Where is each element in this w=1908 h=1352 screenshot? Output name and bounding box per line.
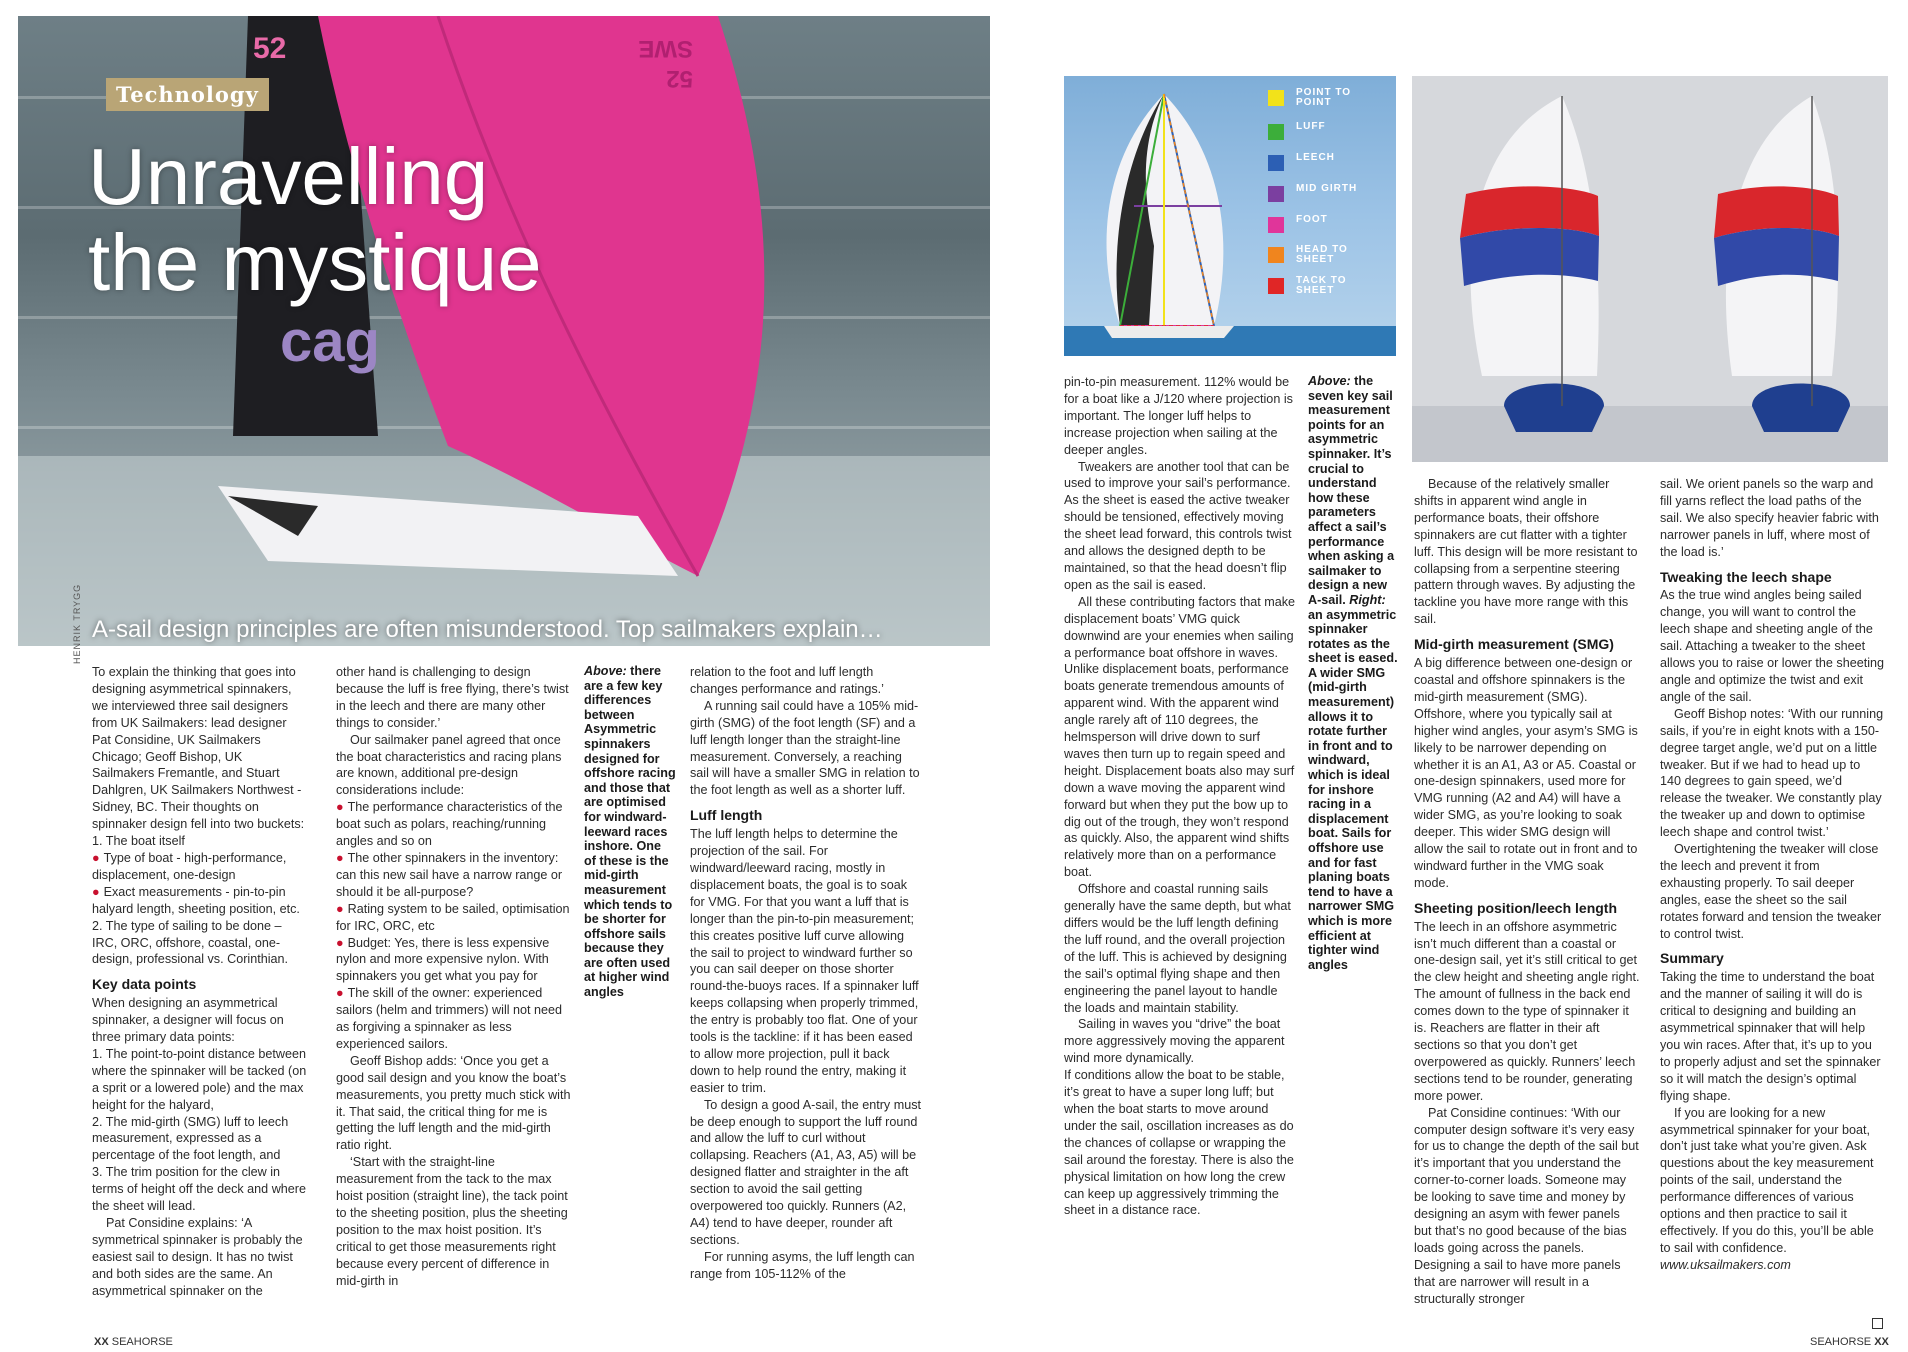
subheading: Sheeting position/leech length xyxy=(1414,899,1618,916)
legend-label: LEECH xyxy=(1296,152,1335,163)
subheading: Key data points xyxy=(92,976,197,993)
photo-caption xyxy=(1308,374,1400,972)
hull-wide xyxy=(1504,384,1604,433)
hero-photo xyxy=(18,16,990,646)
legend-item xyxy=(1268,153,1396,179)
body-paragraph: If conditions allow the boat to be stable, it’s great to have a super long luff; but when the boat starts to move around under the sail, oscillation increases as do the chances of collapse or wrapping the sail around the forestay. There is also the physical limitation on how long the crew can keep up aggressively trimming the sheet in a distance race. xyxy=(1064,1068,1294,1218)
sail-number-mark: 52 xyxy=(253,32,287,65)
body-paragraph: Geoff Bishop adds: ‘Once you get a good sail design and you know the boat’s measurements, you pretty much stick with it. That said, the critical thing for me is getting the luff length and the mid-girth ratio right. xyxy=(336,1053,571,1153)
body-paragraph: If you are looking for a new asymmetrical spinnaker for your boat, don’t just take what you’re given. Ask questions about the key measurement points of the sail, understand the performance differences of various options and then practice to sail it effectively. If you do this, you’ll be able to sail with confidence. xyxy=(1660,1105,1874,1255)
text-column-2 xyxy=(336,664,572,1290)
list-item: 1. The boat itself xyxy=(92,834,185,849)
caption-lead: Above: xyxy=(584,664,627,678)
list-item: 3. The trim position for the clew in terms of height off the deck and where the sheet will lead. xyxy=(92,1165,306,1214)
text-column-1 xyxy=(92,664,308,1300)
bullet-item: ● The skill of the owner: experienced sailors (helm and trimmers) will not need as forgiving a spinnaker as less experienced sailors. xyxy=(336,985,572,1053)
caption-text: there are a few key differences between Asymmetric spinnakers designed for offshore racing and those that are optimised for windward-leeward races inshore. One of these is the mid-girth measurement which tends to be shorter for offshore sails because they are often used at higher wind angles xyxy=(584,664,676,1000)
end-mark-icon xyxy=(1872,1318,1883,1329)
body-paragraph: Pat Considine continues: ‘With our computer design software it’s very easy for us to change the depth of the sail but it’s important that you understand the corner-to-corner loads. Someone may be looking to save time and money by designing an asym with fewer panels but that’s no good because of the bias loads going across the panels. Designing a sail to have more panels that are narrower will result in a structurally stronger xyxy=(1414,1105,1639,1306)
body-paragraph: As the true wind angles being sailed change, you will want to control the leech shape and sheeting angle of the sail. Attaching a tweaker to the sheet allows you to raise or lower the sheeting angle and optimize the twist and exit angle of the sail. xyxy=(1660,588,1885,704)
legend-label: TACK TO SHEET xyxy=(1296,275,1347,296)
legend-swatch xyxy=(1268,186,1284,202)
body-paragraph: Offshore and coastal running sails generally have the same depth, but what differs would be the luff length defining the luff round, and the overall projection of the luff. This is achieved by designing the sail’s optimal flying shape and then engineering the panel layout to handle the loads and maintain stability. xyxy=(1064,882,1291,1015)
legend-item xyxy=(1268,88,1396,114)
body-paragraph: Tweakers are another tool that can be used to improve your sail’s performance. As the sheet is eased the active tweaker should be tensioned, effectively moving the sheet lead forward, this controls twist and allows the designed depth to be maintained, so that the head doesn’t flip open as the sail is eased. xyxy=(1064,459,1292,592)
bullet-item: ● Type of boat - high-performance, displacement, one-design xyxy=(92,850,308,884)
boat-hull xyxy=(1104,326,1234,338)
list-item: 2. The type of sailing to be done – IRC, ORC, offshore, coastal, one-design, professional vs. Corinthian. xyxy=(92,918,289,967)
page-folio-left xyxy=(94,1336,173,1348)
body-paragraph: Because of the relatively smaller shifts in apparent wind angle in performance boats, their offshore spinnakers are cut flatter with a tighter luff. This design will be more resistant to collapsing from a serpentine steering pattern through waves. By adjusting the tackline you have more range with this sail. xyxy=(1414,477,1638,627)
legend-swatch xyxy=(1268,217,1284,233)
caption-lead: Right: xyxy=(1349,592,1386,607)
text-column-5 xyxy=(1414,476,1640,1308)
caption-lead: Above: xyxy=(1308,374,1351,388)
legend-label: POINT TO POINT xyxy=(1296,87,1352,108)
body-paragraph: To explain the thinking that goes into designing asymmetrical spinnakers, we interviewed three sail designers from UK Sailmakers: lead designer Pat Considine, UK Sailmakers Chicago; Geoff Bishop, UK Sailmakers Fremantle, and Stuart Dahlgren, UK Sailmakers Northwest - Sidney, BC. Their thoughts on spinnaker design fell into two buckets: xyxy=(92,665,305,832)
subheading: Summary xyxy=(1660,950,1724,967)
body-paragraph: Taking the time to understand the boat and the manner of sailing it will do is critical to designing and building an asymmetrical spinnaker that will help you win races. After that, it’s up to you to properly adjust and set the spinnaker so it will match the design’s optimal flying shape. xyxy=(1660,970,1881,1103)
list-item: 1. The point-to-point distance between where the spinnaker will be tacked (on a sprit or a lowered pole) and the max height for the halyard, xyxy=(92,1046,307,1112)
legend-item xyxy=(1268,184,1396,210)
sail-number-mark: 52 xyxy=(666,65,693,92)
body-paragraph: Overtightening the tweaker will close the leech and prevent it from exhausting properly. To sail deeper angles, ease the sheet so the sail rotates forward and tension the tweaker to control twist. xyxy=(1660,842,1882,941)
body-paragraph: A big difference between one-design or coastal and offshore spinnakers is the mid-girth measurement (SMG). Offshore, where you typically sail at higher wind angles, your asym’s SMG is likely to be narrower depending on whether it is an A1, A3 or A5. Coastal or one-design spinnakers, used more for VMG running (A2 and A4) will have a wider SMG, as you’re looking to soak deeper. This wider SMG design will allow the sail to rotate out in front and to windward further in the VMG soak mode. xyxy=(1414,656,1638,890)
page-number: XX xyxy=(94,1336,109,1348)
body-paragraph: sail. We orient panels so the warp and fill yarns reflect the load paths of the sail. We also specify heavier fabric with narrower panels in luff, where most of the load is.’ xyxy=(1660,477,1879,559)
legend-swatch xyxy=(1268,247,1284,263)
sponsor-logo-mark: cag xyxy=(280,309,380,374)
body-paragraph: other hand is challenging to design because the luff is free flying, there’s twist in the leech and there are many other things to consider.’ xyxy=(336,665,569,730)
body-paragraph: pin-to-pin measurement. 112% would be for a boat like a J/120 where projection is important. The longer luff helps to increase projection when sailing at the deeper angles. xyxy=(1064,375,1293,457)
subheading: Tweaking the leech shape xyxy=(1660,568,1832,585)
legend-label: FOOT xyxy=(1296,214,1328,225)
text-column-4 xyxy=(1064,374,1296,1219)
legend-item xyxy=(1268,245,1396,271)
body-paragraph: Geoff Bishop notes: ‘With our running sails, if you’re in eight knots with a 150-degree target angle, we’d put on a little tweaker. But if we had to head up to 140 degrees to gain speed, we’d release the tweaker. We constantly play the tweaker up and down to optimise leech shape and control twist.’ xyxy=(1660,706,1884,840)
article-title: Unravelling the mystique xyxy=(88,132,542,307)
body-paragraph: Our sailmaker panel agreed that once the boat characteristics and racing plans are known, additional pre-design considerations include: xyxy=(336,732,562,798)
legend-label: MID GIRTH xyxy=(1296,183,1358,194)
body-paragraph: When designing an asymmetrical spinnaker, a designer will focus on three primary data points: xyxy=(92,996,284,1045)
body-paragraph: relation to the foot and luff length changes performance and ratings.’ xyxy=(690,665,884,696)
body-paragraph: Pat Considine explains: ‘A symmetrical spinnaker is probably the easiest sail to design. It has no twist and both sides are the same. An asymmetrical spinnaker on the xyxy=(92,1216,303,1298)
body-paragraph: Sailing in waves you “drive” the boat more aggressively moving the apparent wind more dynamically. xyxy=(1064,1017,1285,1066)
magazine-name: SEAHORSE xyxy=(1810,1336,1872,1348)
legend-swatch xyxy=(1268,124,1284,140)
text-column-3 xyxy=(690,664,922,1283)
legend-swatch xyxy=(1268,155,1284,171)
body-paragraph: To design a good A-sail, the entry must be deep enough to support the luff round and allow the luff to curl without collapsing. Reachers (A1, A3, A5) will be designed flatter and straighter in the aft section to avoid the sail getting overpowered too quickly. Runners (A2, A4) tend to have deeper, rounder aft sections. xyxy=(690,1097,922,1247)
body-paragraph: The leech in an offshore asymmetric isn’t much different than a coastal or one-design sail, yet it’s still critical to get the clew height and sheeting angle right. The amount of fullness in the back end comes down to the type of spinnaker it is. Reachers are flatter in their aft sections so that you don’t get overpowered as quickly. Runners’ leech sections tend to be rounder, generating more power. xyxy=(1414,919,1640,1103)
caption-text: an asymmetric spinnaker rotates as the sheet is eased. A wider SMG (mid-girth measurement) allows it to rotate further in front and to windward, which is ideal for inshore racing in a displacement boat. Sails for offshore use and for fast planing boats tend to have a narrower SMG which is more efficient at tighter wind angles xyxy=(1308,607,1398,972)
subheading: Luff length xyxy=(690,807,763,824)
legend-item xyxy=(1268,122,1396,148)
caption-text: the seven key sail measurement points for an asymmetric spinnaker. It’s crucial to understand how these parameters affect a sail’s performance when asking a sailmaker to design a new A-sail. xyxy=(1308,374,1395,607)
legend-swatch xyxy=(1268,278,1284,294)
sail-country-mark: SWE xyxy=(638,35,693,62)
legend-item xyxy=(1268,276,1396,302)
bullet-item: ● The other spinnakers in the inventory: can this new sail have a narrow range or should it be all-purpose? xyxy=(336,850,572,901)
bullet-item: ● The performance characteristics of the boat such as polars, reaching/running angles and so on xyxy=(336,799,572,850)
spinnaker-renders xyxy=(1412,76,1888,462)
bullet-item: ● Rating system to be sailed, optimisation for IRC, ORC, etc xyxy=(336,901,572,935)
legend-label: HEAD TO SHEET xyxy=(1296,244,1348,265)
list-item: 2. The mid-girth (SMG) luff to leech measurement, expressed as a percentage of the foot length, and xyxy=(92,1114,289,1163)
legend-item xyxy=(1268,215,1396,241)
legend-label: LUFF xyxy=(1296,121,1326,132)
website-link[interactable]: www.uksailmakers.com xyxy=(1660,1257,1791,1272)
article-standfirst: A-sail design principles are often misunderstood. Top sailmakers explain… xyxy=(92,616,883,643)
hull-narrow xyxy=(1752,384,1850,433)
body-paragraph: A running sail could have a 105% mid-girth (SMG) of the foot length (SF) and a luff length longer than the straight-line measurement. Conversely, a reaching sail will have a smaller SMG in relation to the foot length as well as a shorter luff. xyxy=(690,698,920,798)
page-folio-right xyxy=(1810,1336,1889,1348)
photo-credit: HENRIK TRYGG xyxy=(72,583,82,664)
body-paragraph: The luff length helps to determine the projection of the sail. For windward/leeward racing, mostly in displacement boats, the goal is to soak for VMG. For that you want a luff that is longer than the pin-to-pin measurement; this creates positive luff curve allowing the sail to project to windward further so you can sail deeper on those shorter round-the-buoys races. If a spinnaker luff keeps collapsing when properly trimmed, the entry is probably too flat. One of your tools is the tackline: if it has been eased to allow more projection, pull it back down to help round the entry, making it easier to trim. xyxy=(690,827,919,1095)
legend-swatch xyxy=(1268,90,1284,106)
body-paragraph: ‘Start with the straight-line measurement from the tack to the max hoist position (straight line), the tack point to the sheeting position, plus the sheeting position to the max hoist position. It’s critical to get those measurements right because every percent of difference in mid-girth in xyxy=(336,1155,568,1288)
body-paragraph: All these contributing factors that make displacement boats’ VMG quick downwind are your enemies when sailing a performance boat offshore in waves. Unlike displacement boats, performance boats generate tremendous amounts of apparent wind. With the apparent wind angle rarely aft of 110 degrees, the helmsperson will drive down to surf waves then turn up to regain speed and height. Displacement boats also may surf down a wave moving the apparent wind forward but when they put the bow up to dig out of the trough, they won’t respond as quickly. Also, the apparent wind shifts relatively more than on a performance boat. xyxy=(1064,594,1296,880)
text-column-6 xyxy=(1660,476,1884,1274)
smg-comparison-render xyxy=(1412,76,1888,462)
body-paragraph: For running asyms, the luff length can range from 105-112% of the xyxy=(690,1249,915,1281)
photo-caption xyxy=(584,664,676,1000)
magazine-name: SEAHORSE xyxy=(111,1336,173,1348)
page-number: XX xyxy=(1874,1336,1889,1348)
bullet-item: ● Budget: Yes, there is less expensive nylon and more expensive nylon. With spinnakers you get what you pay for xyxy=(336,935,572,986)
subheading: Mid-girth measurement (SMG) xyxy=(1414,636,1614,653)
bullet-item: ● Exact measurements - pin-to-pin halyard length, sheeting position, etc. xyxy=(92,884,308,918)
section-badge: Technology xyxy=(106,78,269,111)
